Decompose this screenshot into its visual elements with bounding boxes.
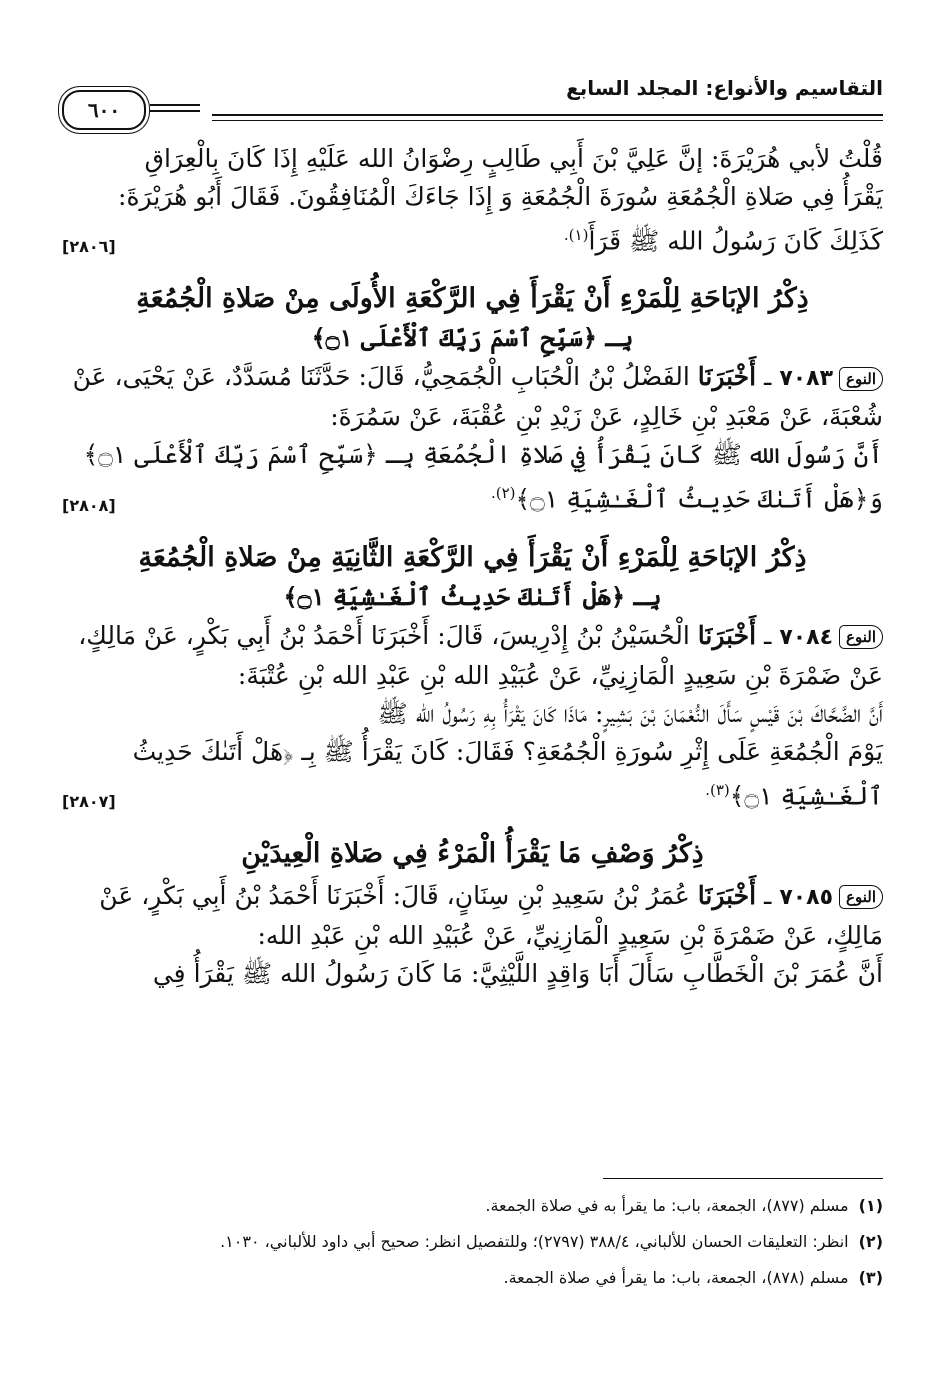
page-number-rule [150, 104, 200, 106]
footnote-mark: (٣). [705, 780, 730, 799]
reference-number: [٢٨٠٧] [62, 791, 116, 811]
heading-text: ذِكْرُ الإبَاحَةِ لِلْمَرْءِ أَنْ يَقْرَأَ فِي الرَّكْعَةِ الأُولَى مِنْ صَلاةِ الْجُمُعَةِ [136, 283, 809, 315]
footnote-number: (٣) [858, 1268, 883, 1287]
hadith-number: ٧٠٨٤ [779, 624, 834, 650]
running-title: التقاسيم والأنواع: المجلد السابع [566, 76, 883, 100]
text-fragment: ٱلْغَـٰشِيَةِ ۝١﴾ [729, 780, 883, 810]
hadith-paragraph [62, 877, 883, 993]
isnad-line: النوع٧٠٨٣ ـ أَخْبَرَنَا الفَضْلُ بْنُ الْحُبَابِ الْجُمَحِيُّ، قَالَ: حَدَّثَنَا مُسَدَّدٌ، عَنْ يَحْيَى، عَنْ [62, 358, 883, 398]
matn-line: أَنَّ الضَّحَّاكَ بْنَ قَيْسٍ سَأَلَ النُّعْمَانَ بْنَ بَشِيرٍ: مَاذَا كَانَ يَقْرَأُ بِهِ رَسُولُ الله ﷺ [377, 698, 883, 728]
ikhbar-word: أَخْبَرَنَا [697, 880, 757, 910]
footnote-mark: (١). [563, 226, 589, 244]
footnote-text: انظر: التعليقات الحسان للألباني، ٣٨٨/٤ (٢٧٩٧)؛ وللتفصيل انظر: صحيح أبي داود للألباني، ١٠٣٠. [220, 1232, 849, 1251]
heading-text: ذِكْرُ الإبَاحَةِ لِلْمَرْءِ أَنْ يَقْرَأَ فِي الرَّكْعَةِ الثَّانِيَةِ مِنْ صَلاةِ الْجُمُعَةِ [138, 541, 807, 573]
page-number-frame [62, 90, 202, 130]
type-badge: النوع [839, 367, 883, 391]
matn-line [62, 771, 883, 815]
hadith-paragraph [62, 358, 883, 518]
text-fragment: وَ﴿هَلْ أَتَىٰكَ حَدِيثُ ٱلْغَـٰشِيَةِ ۝١﴾ [515, 484, 883, 514]
section-heading [62, 537, 883, 615]
matn-line: يَوْمَ الْجُمُعَةِ عَلَى إِثْرِ سُورَةِ الْجُمُعَةِ؟ فَقَالَ: كَانَ يَقْرَأُ ﷺ بِـ ﴿هَلْ أَتَىٰكَ حَدِيثُ [132, 736, 883, 766]
page-body [62, 140, 883, 999]
text-fragment: الفَضْلُ بْنُ الْحُبَابِ الْجُمَحِيُّ، قَالَ: حَدَّثَنَا مُسَدَّدٌ، عَنْ يَحْيَى، عَنْ [72, 362, 690, 392]
footnote-text: مسلم (٨٧٨)، الجمعة، باب: ما يقرأ في صلاة الجمعة. [503, 1268, 849, 1287]
isnad-line: عَنْ ضَمْرَةَ بْنِ سَعِيدٍ الْمَازِنِيِّ، عَنْ عُبَيْدِ الله بْنِ عَبْدِ الله بْنِ عُتْبَةَ: [237, 660, 883, 690]
matn-line: أَنَّ رَسُولَ الله ﷺ كَانَ يَقْرَأُ فِي صَلاةِ الْجُمُعَةِ بِـ ﴿سَبِّحِ ٱسْمَ رَبِّكَ ٱلْأَعْلَى ۝١﴾ [83, 440, 883, 470]
isnad-line: النوع٧٠٨٤ ـ أَخْبَرَنَا الْحُسَيْنُ بْنُ إِدْرِيسَ، قَالَ: أَخْبَرَنَا أَحْمَدُ بْنُ أَبِي بَكْرٍ، عَنْ مَالِكٍ، [62, 617, 883, 657]
footnote-text: مسلم (٨٧٧)، الجمعة، باب: ما يقرأ به في صلاة الجمعة. [485, 1196, 849, 1215]
heading-subtext: بِـ ﴿هَلْ أَتَىٰكَ حَدِيثُ ٱلْغَـٰشِيَةِ ۝١﴾ [283, 581, 662, 611]
footnote-rule [603, 1178, 883, 1179]
header-rule [212, 114, 883, 116]
isnad-line: شُعْبَةَ، عَنْ مَعْبَدِ بْنِ خَالِدٍ، عَنْ زَيْدِ بْنِ عُقْبَةَ، عَنْ سَمُرَةَ: [330, 402, 883, 432]
footnote-number: (١) [858, 1196, 883, 1215]
section-heading [62, 833, 883, 875]
type-badge: النوع [839, 885, 883, 909]
footnotes [62, 1178, 883, 1299]
book-page [62, 0, 883, 1378]
heading-subtext: بِـ ﴿سَبِّحِ ٱسْمَ رَبِّكَ ٱلْأَعْلَى ۝١﴾ [311, 323, 634, 353]
reference-number: [٢٨٠٦] [62, 237, 116, 257]
text-fragment: كَذَلِكَ كَانَ رَسُولُ الله ﷺ قَرَأَ [588, 226, 883, 256]
heading-text: ذِكْرُ وَصْفِ مَا يَقْرَأُ الْمَرْءُ فِي صَلاةِ الْعِيدَيْنِ [241, 837, 704, 869]
text-line: قُلْتُ لأبي هُرَيْرَةَ: إنَّ عَلِيَّ بْنَ أَبِي طَالِبٍ رِضْوَانُ الله عَلَيْهِ إِذَا كَانَ بِالْعِرَاقِ [144, 144, 883, 173]
intro-paragraph [62, 140, 883, 260]
header-rule [212, 120, 883, 121]
text-fragment: الْحُسَيْنُ بْنُ إِدْرِيسَ، قَالَ: أَخْبَرَنَا أَحْمَدُ بْنُ أَبِي بَكْرٍ، عَنْ مَالِكٍ، [78, 620, 690, 650]
text-line [62, 216, 883, 260]
hadith-paragraph [62, 617, 883, 815]
hadith-number: ٧٠٨٣ [779, 366, 834, 392]
text-fragment: عُمَرُ بْنُ سَعِيدِ بْنِ سِنَانٍ، قَالَ: أَخْبَرَنَا أَحْمَدُ بْنُ أَبِي بَكْرٍ، عَنْ [99, 880, 690, 910]
matn-line: أَنَّ عُمَرَ بْنَ الْخَطَّابِ سَأَلَ أَبَا وَاقِدٍ اللَّيْثِيَّ: مَا كَانَ رَسُولُ الله ﷺ يَقْرَأُ فِي [152, 958, 883, 988]
ikhbar-word: أَخْبَرَنَا [697, 362, 757, 392]
footnote-number: (٢) [858, 1232, 883, 1251]
reference-number: [٢٨٠٨] [62, 495, 116, 515]
footnote [62, 1227, 883, 1257]
hadith-number: ٧٠٨٥ [779, 884, 834, 910]
footnote-mark: (٢). [490, 484, 516, 503]
footnote [62, 1191, 883, 1221]
text-line: يَقْرَأُ فِي صَلاةِ الْجُمُعَةِ سُورَةَ الْجُمُعَةِ وَ إِذَا جَاءَكَ الْمُنَافِقُونَ. فَقَالَ أَبُو هُرَيْرَةَ: [118, 182, 883, 211]
page-header [62, 70, 883, 126]
isnad-line: النوع٧٠٨٥ ـ أَخْبَرَنَا عُمَرُ بْنُ سَعِيدِ بْنِ سِنَانٍ، قَالَ: أَخْبَرَنَا أَحْمَدُ بْنُ أَبِي بَكْرٍ، عَنْ [62, 877, 883, 917]
type-badge: النوع [839, 625, 883, 649]
page-number: ٦٠٠ [62, 90, 146, 130]
page-number-rule [150, 110, 200, 112]
matn-line [62, 474, 883, 518]
footnote [62, 1263, 883, 1293]
section-heading [62, 278, 883, 356]
isnad-line: مَالِكٍ، عَنْ ضَمْرَةَ بْنِ سَعِيدٍ الْمَازِنِيِّ، عَنْ عُبَيْدِ الله بْنِ عَبْدِ الله: [257, 920, 883, 950]
ikhbar-word: أَخْبَرَنَا [697, 620, 757, 650]
